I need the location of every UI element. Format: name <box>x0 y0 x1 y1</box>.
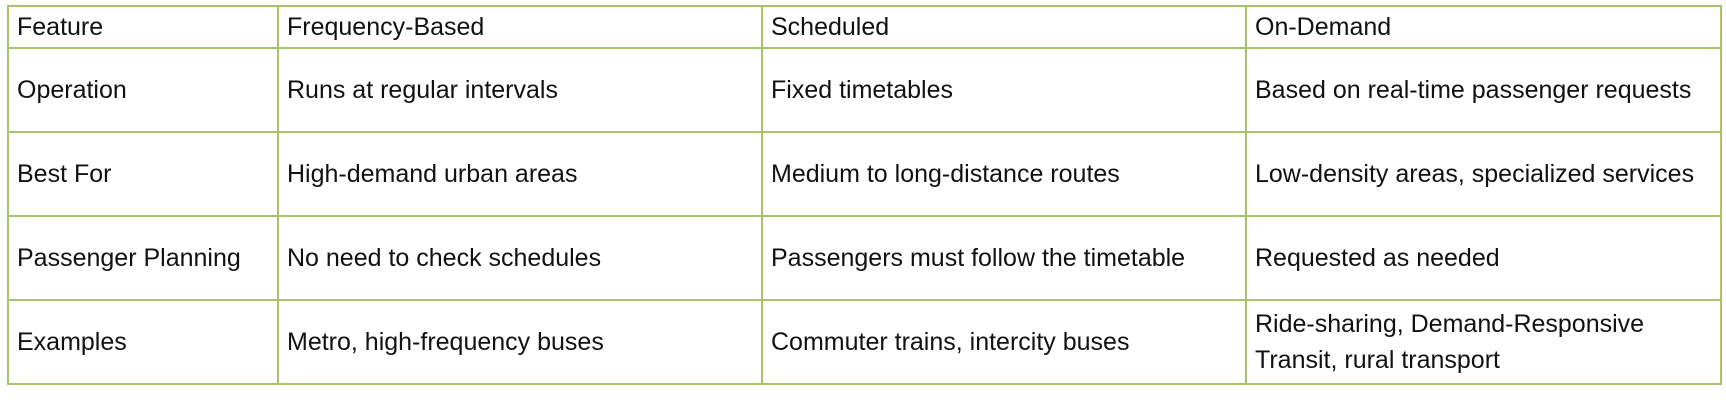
transit-comparison-table <box>7 5 1722 385</box>
table-cell: Examples <box>8 300 278 384</box>
table-cell: Best For <box>8 132 278 216</box>
table-row-passenger-planning <box>8 216 1721 300</box>
header-cell-on-demand: On-Demand <box>1246 6 1721 48</box>
table-cell: Passengers must follow the timetable <box>762 216 1246 300</box>
header-cell-scheduled: Scheduled <box>762 6 1246 48</box>
table-cell: Runs at regular intervals <box>278 48 762 132</box>
table-cell: Metro, high-frequency buses <box>278 300 762 384</box>
table-row-best-for <box>8 132 1721 216</box>
table-row-operation <box>8 48 1721 132</box>
table-cell: Medium to long-distance routes <box>762 132 1246 216</box>
header-cell-feature: Feature <box>8 6 278 48</box>
table-cell: No need to check schedules <box>278 216 762 300</box>
table-cell: Based on real-time passenger requests <box>1246 48 1721 132</box>
table-header-row <box>8 6 1721 48</box>
header-cell-frequency-based: Frequency-Based <box>278 6 762 48</box>
table-cell: Commuter trains, intercity buses <box>762 300 1246 384</box>
table-cell: High-demand urban areas <box>278 132 762 216</box>
table-cell: Operation <box>8 48 278 132</box>
table-cell: Ride-sharing, Demand-Responsive Transit, rural transport <box>1246 300 1721 384</box>
table-cell: Requested as needed <box>1246 216 1721 300</box>
table-row-examples <box>8 300 1721 384</box>
table-cell: Fixed timetables <box>762 48 1246 132</box>
table-cell: Passenger Planning <box>8 216 278 300</box>
comparison-table-container <box>7 5 1720 385</box>
table-cell: Low-density areas, specialized services <box>1246 132 1721 216</box>
